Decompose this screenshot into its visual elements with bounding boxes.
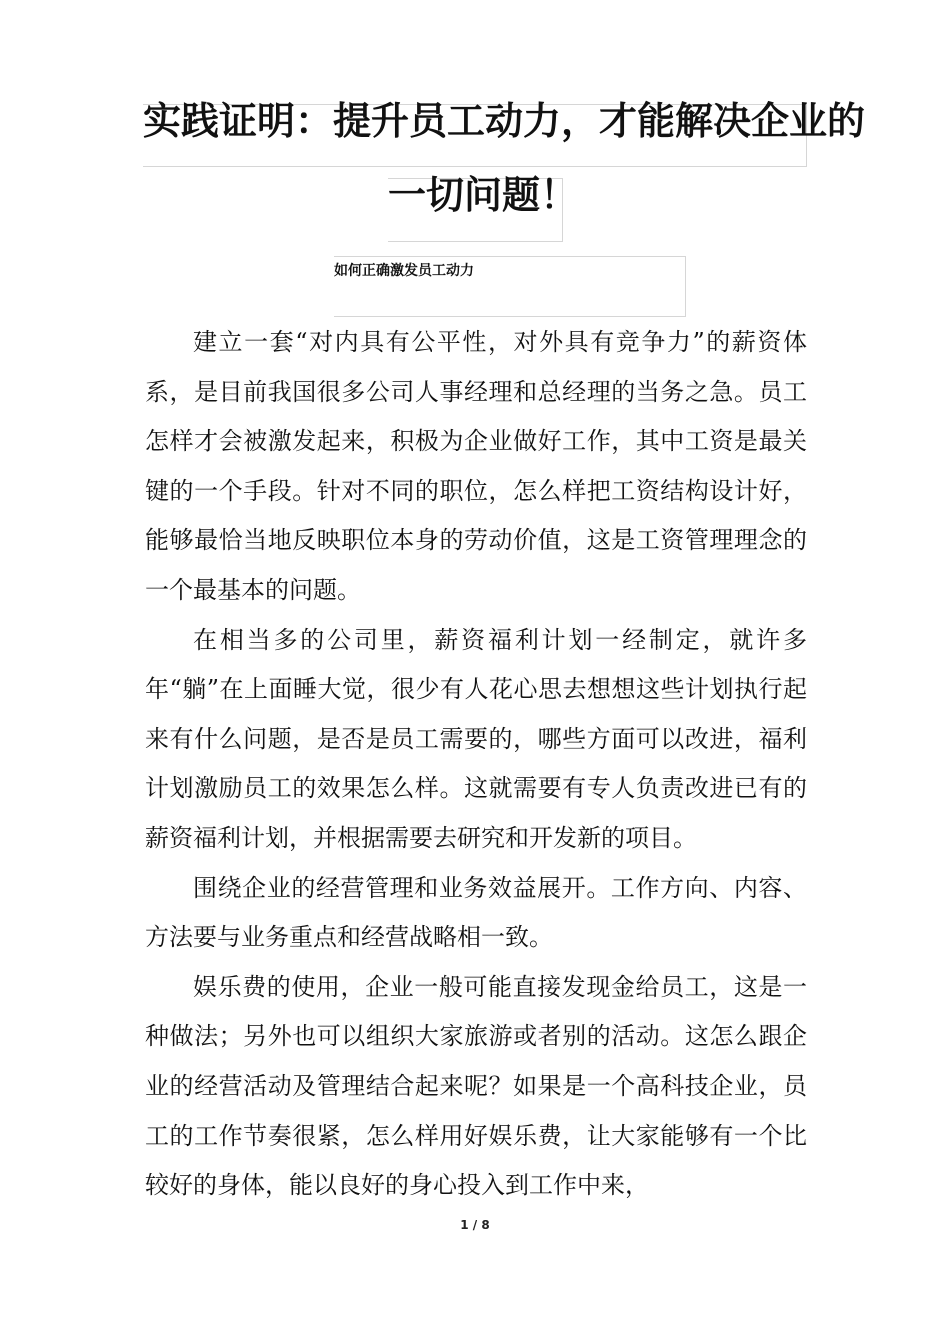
body-text bbox=[145, 318, 807, 1211]
subtitle: 如何正确激发员工动力 bbox=[334, 263, 474, 279]
paragraph: 围绕企业的经营管理和业务效益展开。工作方向、内容、方法要与业务重点和经营战略相一致。 bbox=[145, 873, 807, 952]
page-title-line1: 实践证明：提升员工动力，才能解决企业的 bbox=[143, 99, 866, 143]
paragraph: 在相当多的公司里，薪资福利计划一经制定，就许多年“躺”在上面睡大觉，很少有人花心思去想想这些计划执行起来有什么问题，是否是员工需要的，哪些方面可以改进，福利计划激励员工的效果怎么样。这就需要有专人负责改进已有的薪资福利计划，并根据需要去研究和开发新的项目。 bbox=[145, 625, 807, 852]
page-title-line2: 一切问题！ bbox=[388, 173, 579, 217]
paragraph: 建立一套“对内具有公平性，对外具有竞争力”的薪资体系，是目前我国很多公司人事经理和总经理的当务之急。员工怎样才会被激发起来，积极为企业做好工作，其中工资是最关键的一个手段。针对不同的职位，怎么样把工资结构设计好，能够最恰当地反映职位本身的劳动价值，这是工资管理理念的一个最基本的问题。 bbox=[145, 328, 807, 604]
page-indicator: 1 / 8 bbox=[460, 1218, 490, 1232]
paragraph: 娱乐费的使用，企业一般可能直接发现金给员工，这是一种做法；另外也可以组织大家旅游或者别的活动。这怎么跟企业的经营活动及管理结合起来呢？如果是一个高科技企业，员工的工作节奏很紧，怎么样用好娱乐费，让大家能够有一个比较好的身体，能以良好的身心投入到工作中来， bbox=[145, 972, 807, 1200]
